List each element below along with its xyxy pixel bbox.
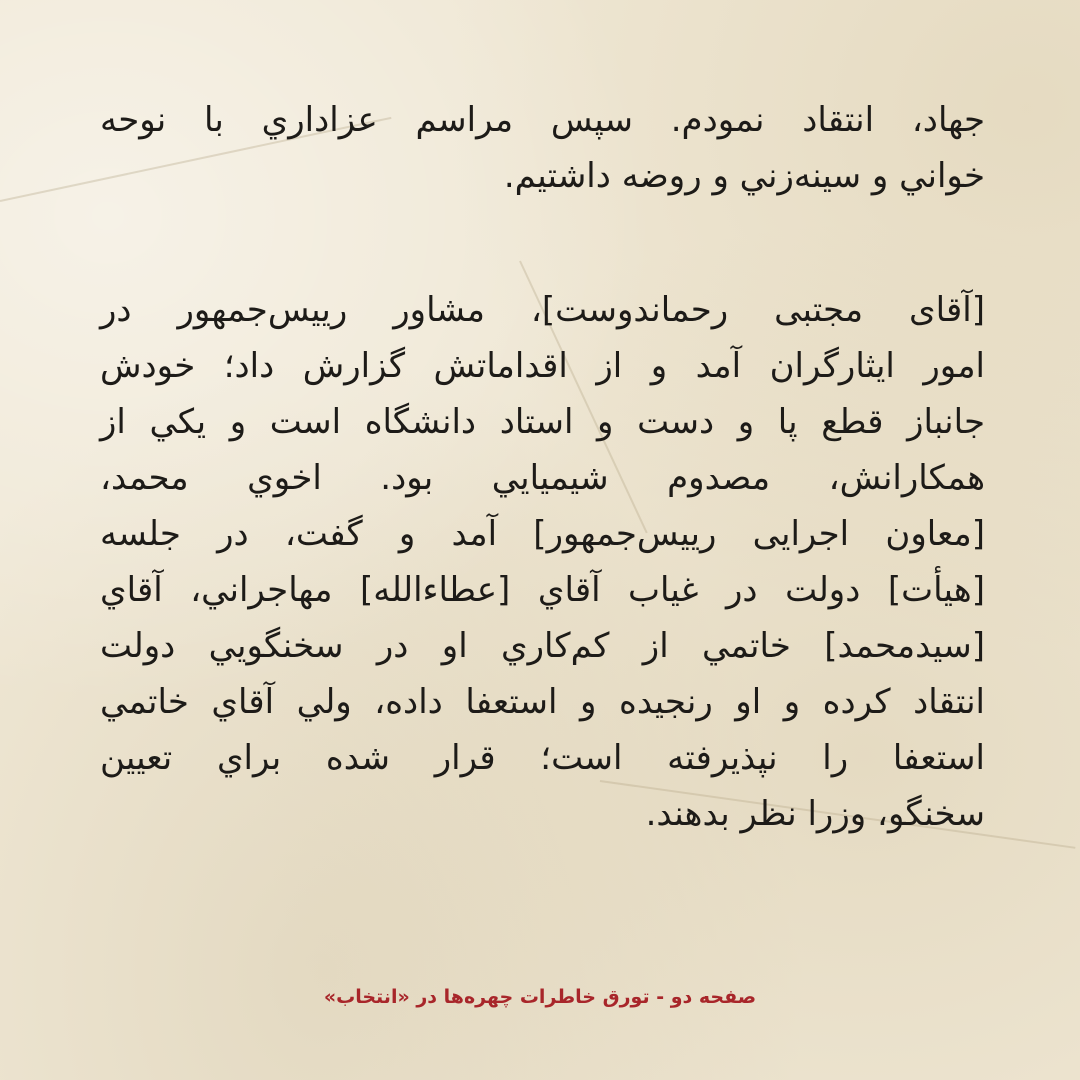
text-line: [معاون اجرایی رییس‌جمهور] آمد و گفت، در جلسه — [100, 514, 985, 554]
text-line: همكارانش، مصدوم شيميايي بود. اخوي محمد، — [100, 458, 985, 498]
paragraph-2 — [100, 282, 985, 842]
text-line: امور ایثارگران آمد و از اقداماتش گزارش داد؛ خودش — [100, 346, 985, 386]
text-line: استعفا را نپذيرفته است؛ قرار شده براي تعيين — [100, 738, 985, 778]
text-line: سخنگو، وزرا نظر بدهند. — [645, 794, 985, 834]
text-line: خواني و سينه‌زني و روضه داشتيم. — [503, 156, 985, 196]
paragraph-1 — [100, 92, 985, 204]
text-line: جانباز قطع پا و دست و استاد دانشگاه است و يكي از — [100, 402, 985, 442]
text-line: [سیدمحمد] خاتمي از كم‌كاري او در سخنگويي دولت — [100, 626, 985, 666]
text-line: جهاد، انتقاد نمودم. سپس مراسم عزاداري با نوحه — [100, 100, 985, 140]
text-line: [هیأت] دولت در غياب آقاي [عطاءالله] مهاجراني، آقاي — [100, 570, 985, 610]
text-line: [آقای مجتبی رحماندوست]، مشاور رییس‌جمهور در — [100, 290, 985, 330]
text-line: انتقاد كرده و او رنجيده و استعفا داده، ولي آقاي خاتمي — [100, 682, 985, 722]
page-footer: صفحه دو - تورق خاطرات چهره‌ها در «انتخاب» — [323, 986, 757, 1008]
